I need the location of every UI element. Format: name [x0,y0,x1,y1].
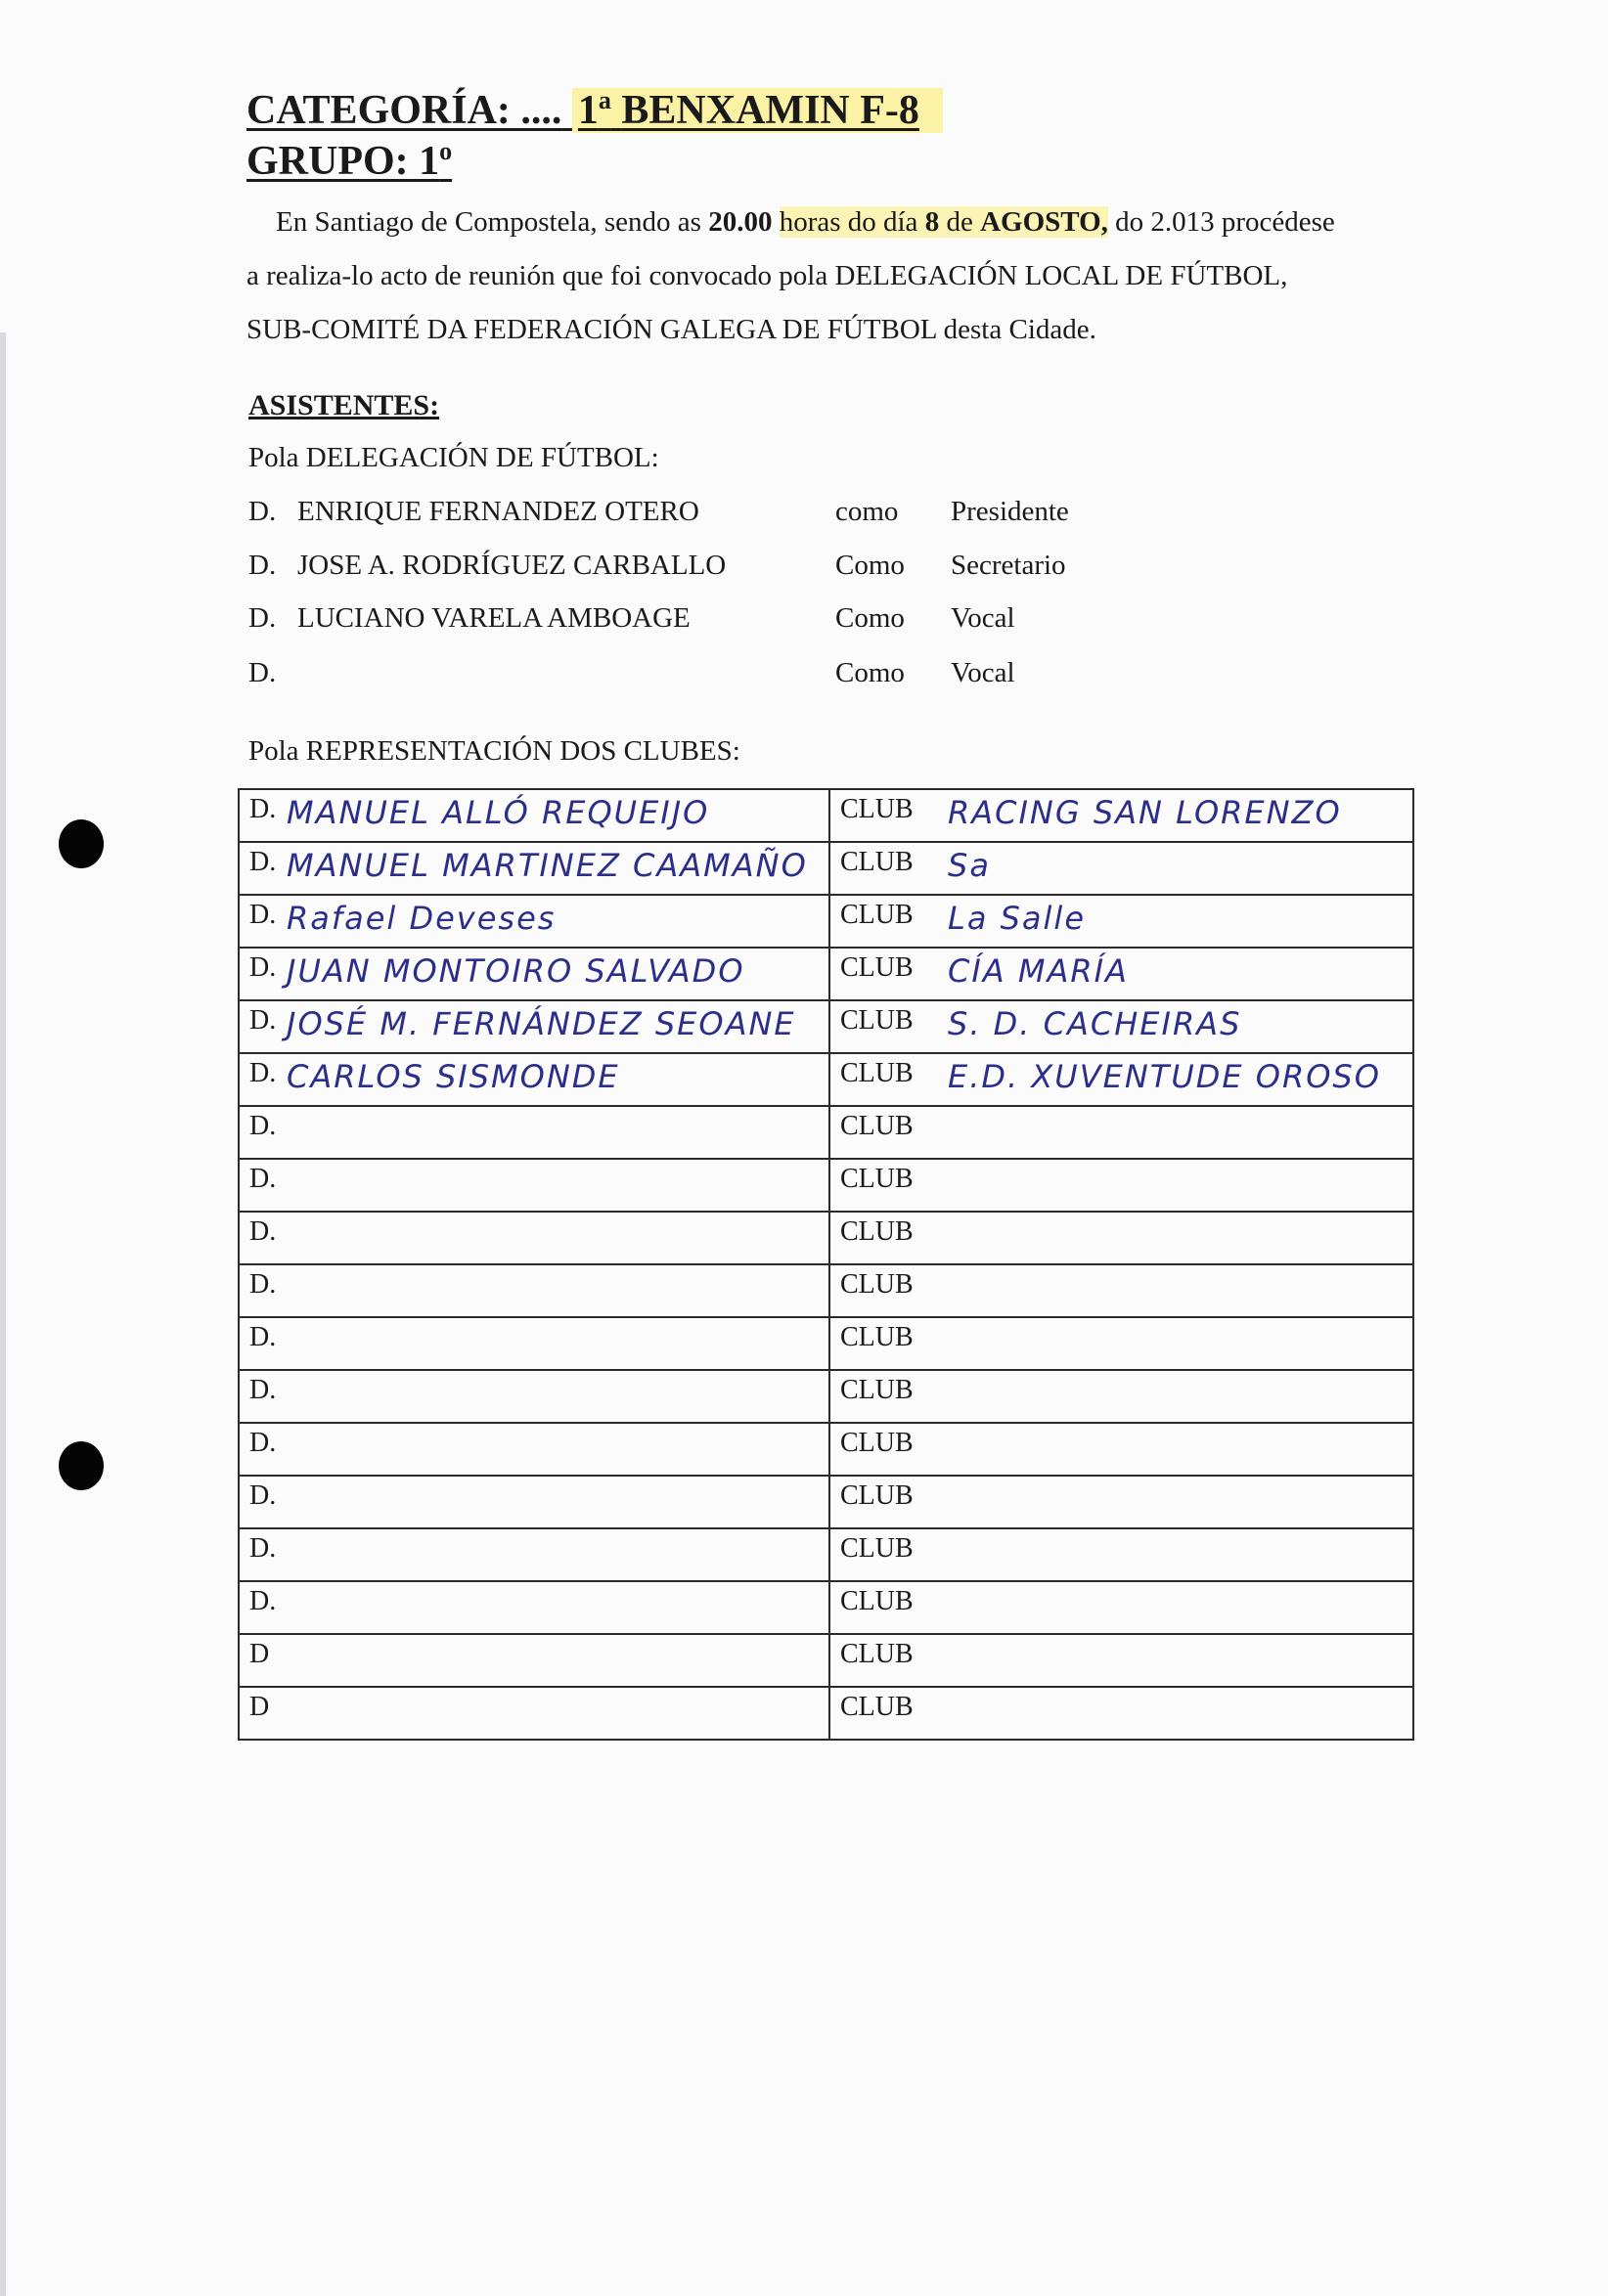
clubs-label: Pola REPRESENTACIÓN DOS CLUBES: [248,735,740,767]
delegate-prefix: D. [249,1586,277,1616]
representative-row [239,842,1413,895]
club-cell [829,948,1413,1000]
member-name: JOSE A. RODRÍGUEZ CARBALLO [297,550,727,581]
delegate-cell [239,1581,829,1634]
club-label: CLUB [840,952,914,983]
delegate-prefix: D. [249,1322,277,1352]
club-cell [829,1528,1413,1581]
representative-row [239,789,1413,842]
club-cell [829,1317,1413,1370]
delegate-cell [239,1687,829,1740]
intro-paragraph: En Santiago de Compostela, sendo as 20.00 horas do día 8 de AGOSTO, do 2.013 procédese a realiza-lo acto de reunión que foi convocado pola DELEGACIÓN LOCAL DE FÚTBOL, SUB-COMITÉ DA FEDERACIÓN GALEGA DE FÚTBOL desta Cidade. [246,206,1335,345]
delegate-cell [239,1634,829,1687]
club-name: CÍA MARÍA [948,952,1129,990]
club-cell [829,1000,1413,1053]
delegate-cell [239,842,829,895]
delegate-prefix: D [249,1692,270,1722]
delegate-prefix: D. [249,1164,277,1194]
categoria-highlight: 1$^a$ BENXAMIN F-8 [572,88,943,133]
club-name: S. D. CACHEIRAS [948,1005,1242,1042]
delegate-prefix: D. [249,1058,277,1088]
grupo-heading: GRUPO: 1$^o$ [246,137,453,184]
representative-row [239,1106,1413,1159]
representative-row [239,1317,1413,1370]
delegate-cell [239,948,829,1000]
delegate-name: Rafael Deveses [287,900,557,937]
representative-row [239,1687,1413,1740]
asistentes-title: ASISTENTES: [248,389,440,421]
delegate-cell [239,1317,829,1370]
club-name: E.D. XUVENTUDE OROSO [948,1058,1381,1095]
club-label: CLUB [840,1269,914,1300]
delegate-name: CARLOS SISMONDE [287,1058,620,1095]
club-cell [829,895,1413,948]
club-cell [829,1634,1413,1687]
delegate-prefix: D. [249,1216,277,1247]
club-cell [829,1212,1413,1264]
delegate-cell [239,1053,829,1106]
club-cell [829,1106,1413,1159]
representative-row [239,895,1413,948]
member-name: ENRIQUE FERNANDEZ OTERO [297,496,699,527]
club-cell [829,1423,1413,1476]
club-cell [829,789,1413,842]
representative-row [239,1053,1413,1106]
representative-row [239,1370,1413,1423]
club-label: CLUB [840,1058,914,1088]
delegate-prefix: D. [249,900,277,930]
punch-hole-bottom [59,1441,104,1490]
club-cell [829,1159,1413,1212]
representative-row [239,948,1413,1000]
delegate-name: JOSÉ M. FERNÁNDEZ SEOANE [287,1005,796,1042]
representative-row [239,1634,1413,1687]
club-cell [829,1581,1413,1634]
delegate-cell [239,1370,829,1423]
punch-hole-top [59,819,104,868]
representative-row [239,1000,1413,1053]
delegate-name: MANUEL ALLÓ REQUEIJO [287,794,710,831]
club-cell [829,1476,1413,1528]
delegate-name: MANUEL MARTINEZ CAAMAÑO [287,847,808,884]
club-cell [829,1687,1413,1740]
delegate-cell [239,1264,829,1317]
representative-row [239,1528,1413,1581]
club-label: CLUB [840,1480,914,1511]
club-label: CLUB [840,1692,914,1722]
delegate-cell [239,1106,829,1159]
club-label: CLUB [840,847,914,877]
delegate-cell [239,789,829,842]
club-label: CLUB [840,1375,914,1405]
club-label: CLUB [840,1005,914,1036]
member-role: Vocal [951,602,1015,634]
delegate-prefix: D. [249,952,277,983]
delegate-cell [239,1212,829,1264]
delegate-prefix: D. [249,1111,277,1141]
representative-row [239,1264,1413,1317]
club-name: La Salle [948,900,1086,937]
delegate-cell [239,1000,829,1053]
delegate-prefix: D. [249,1480,277,1511]
club-cell [829,1053,1413,1106]
delegate-cell [239,1476,829,1528]
member-role: Presidente [951,496,1069,527]
member-name: LUCIANO VARELA AMBOAGE [297,602,691,634]
delegate-prefix: D. [249,1428,277,1458]
delegation-label: Pola DELEGACIÓN DE FÚTBOL: [248,442,659,473]
club-label: CLUB [840,1428,914,1458]
delegate-cell [239,895,829,948]
club-label: CLUB [840,1111,914,1141]
representative-row [239,1159,1413,1212]
club-name: RACING SAN LORENZO [948,794,1342,831]
representative-row [239,1476,1413,1528]
club-name: Sa [948,847,991,884]
club-label: CLUB [840,1639,914,1669]
delegate-cell [239,1159,829,1212]
member-role: Secretario [951,550,1066,581]
delegate-cell [239,1528,829,1581]
club-cell [829,842,1413,895]
representative-row [239,1581,1413,1634]
representatives-table [238,788,1414,1741]
delegate-prefix: D. [249,847,277,877]
delegate-prefix: D. [249,794,277,824]
member-role: Vocal [951,657,1015,688]
club-label: CLUB [840,1322,914,1352]
delegate-cell [239,1423,829,1476]
club-label: CLUB [840,1586,914,1616]
club-label: CLUB [840,900,914,930]
categoria-heading: CATEGORÍA: .... 1$^a$ BENXAMIN F-8 [246,88,943,131]
club-label: CLUB [840,1216,914,1247]
delegate-prefix: D. [249,1375,277,1405]
page-edge-shadow [0,332,6,2296]
club-label: CLUB [840,794,914,824]
delegate-prefix: D. [249,1005,277,1036]
delegate-prefix: D. [249,1269,277,1300]
club-cell [829,1370,1413,1423]
representative-row [239,1423,1413,1476]
club-label: CLUB [840,1164,914,1194]
delegate-prefix: D. [249,1533,277,1564]
delegate-name: JUAN MONTOIRO SALVADO [287,952,745,990]
delegate-prefix: D [249,1639,270,1669]
club-label: CLUB [840,1533,914,1564]
representative-row [239,1212,1413,1264]
club-cell [829,1264,1413,1317]
